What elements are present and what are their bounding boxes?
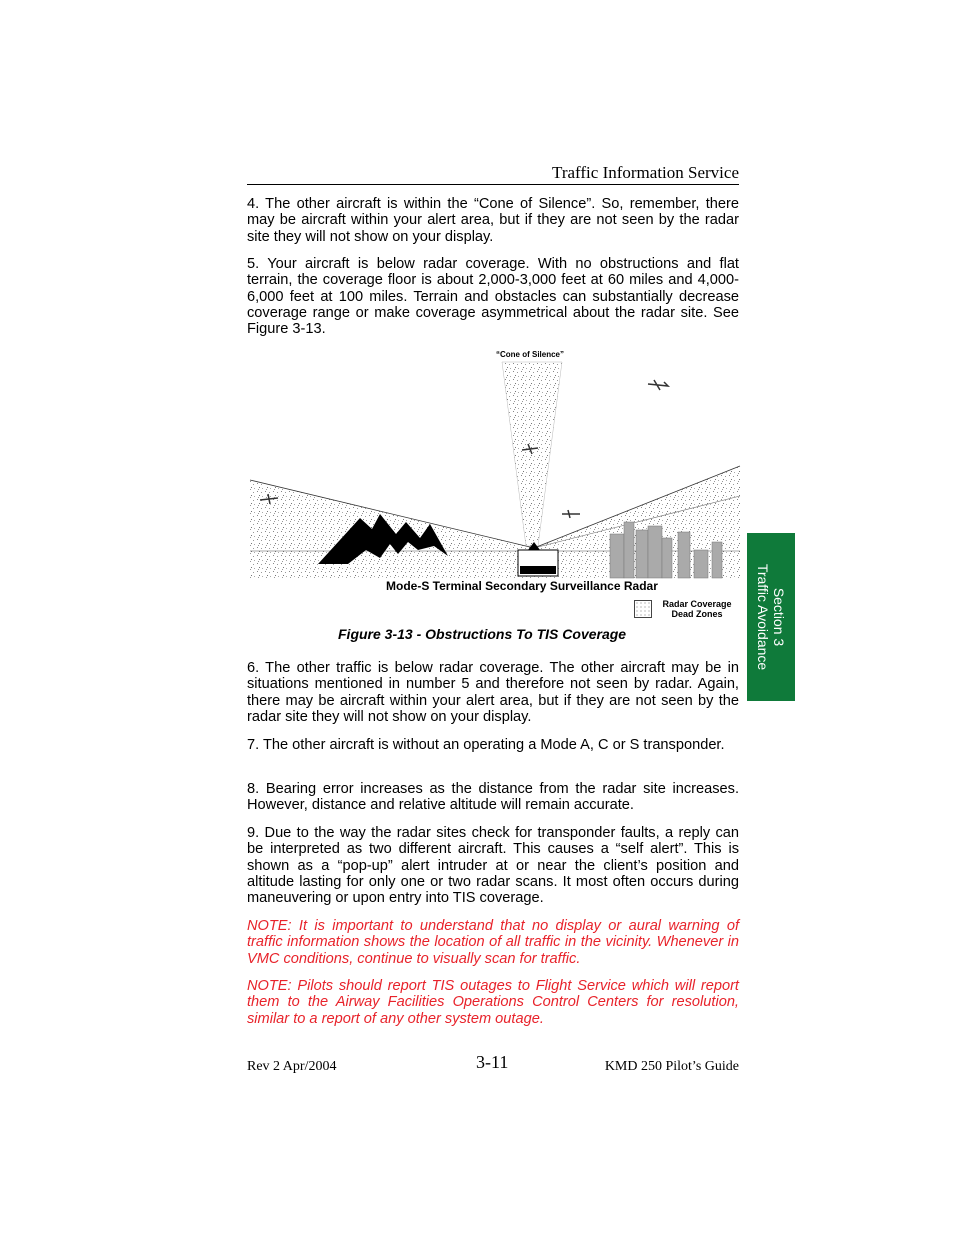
side-tab-section: Section 3: [771, 587, 787, 647]
paragraph-4: 4. The other aircraft is within the “Cone of Silence”. So, remember, there may be aircraft within your alert area, but if they are not seen by the radar site they will not show on your display.: [247, 196, 739, 245]
radar-label: Mode-S Terminal Secondary Surveillance Radar: [386, 579, 658, 593]
legend-line-1: Radar Coverage: [662, 599, 732, 609]
obstructions-figure: [248, 346, 742, 584]
side-tab-text: [755, 564, 787, 670]
dead-zone-legend: [656, 599, 738, 619]
note-1: NOTE: It is important to understand that no display or aural warning of traffic information shows the location of all traffic in the vicinity. Whenever in VMC conditions, continue to visually scan for traffic.: [247, 918, 739, 967]
page-number: 3-11: [476, 1052, 509, 1072]
footer-guide-title: KMD 250 Pilot’s Guide: [604, 1059, 739, 1074]
legend-line-2: Dead Zones: [671, 609, 723, 619]
paragraph-7: 7. The other aircraft is without an operating a Mode A, C or S transponder.: [247, 737, 725, 753]
figure-caption: Figure 3-13 - Obstructions To TIS Coverage: [338, 626, 627, 642]
page-header-title: Traffic Information Service: [552, 163, 739, 182]
figure-illustration: [248, 346, 742, 584]
paragraph-9: 9. Due to the way the radar sites check for transponder faults, a reply can be interpreted as two different aircraft. This causes a “self alert”. This is shown as a “pop-up” alert intruder at or near the client’s position and altitude lasting for only one or two radar scans. It most often occurs during maneuvering or upon entry into TIS coverage.: [247, 825, 739, 907]
page-header: [247, 162, 739, 185]
paragraph-6: 6. The other traffic is below radar coverage. The other aircraft may be in situations mentioned in number 5 and therefore not seen by radar. Again, there may be aircraft within your alert area, but if they are not seen by the radar site they will not show on your display.: [247, 660, 739, 725]
dead-zone-legend-swatch: [634, 600, 652, 618]
note-2: NOTE: Pilots should report TIS outages to Flight Service which will report them to the Airway Facilities Operations Control Centers for resolution, similar to a report of any other system outage.: [247, 978, 739, 1027]
cone-label: “Cone of Silence”: [495, 350, 565, 359]
paragraph-5: 5. Your aircraft is below radar coverage. With no obstructions and flat terrain, the coverage floor is about 2,000-3,000 feet at 60 miles and 4,000-6,000 feet at 100 miles. Terrain and obstacles can substantially decrease coverage range or make coverage asymmetrical about the radar site. See Figure 3-13.: [247, 256, 739, 338]
paragraph-8: 8. Bearing error increases as the distance from the radar site increases. However, distance and relative altitude will remain accurate.: [247, 781, 739, 814]
side-tab-title: Traffic Avoidance: [755, 563, 771, 671]
footer-revision: Rev 2 Apr/2004: [247, 1059, 337, 1074]
section-side-tab: [747, 533, 795, 701]
